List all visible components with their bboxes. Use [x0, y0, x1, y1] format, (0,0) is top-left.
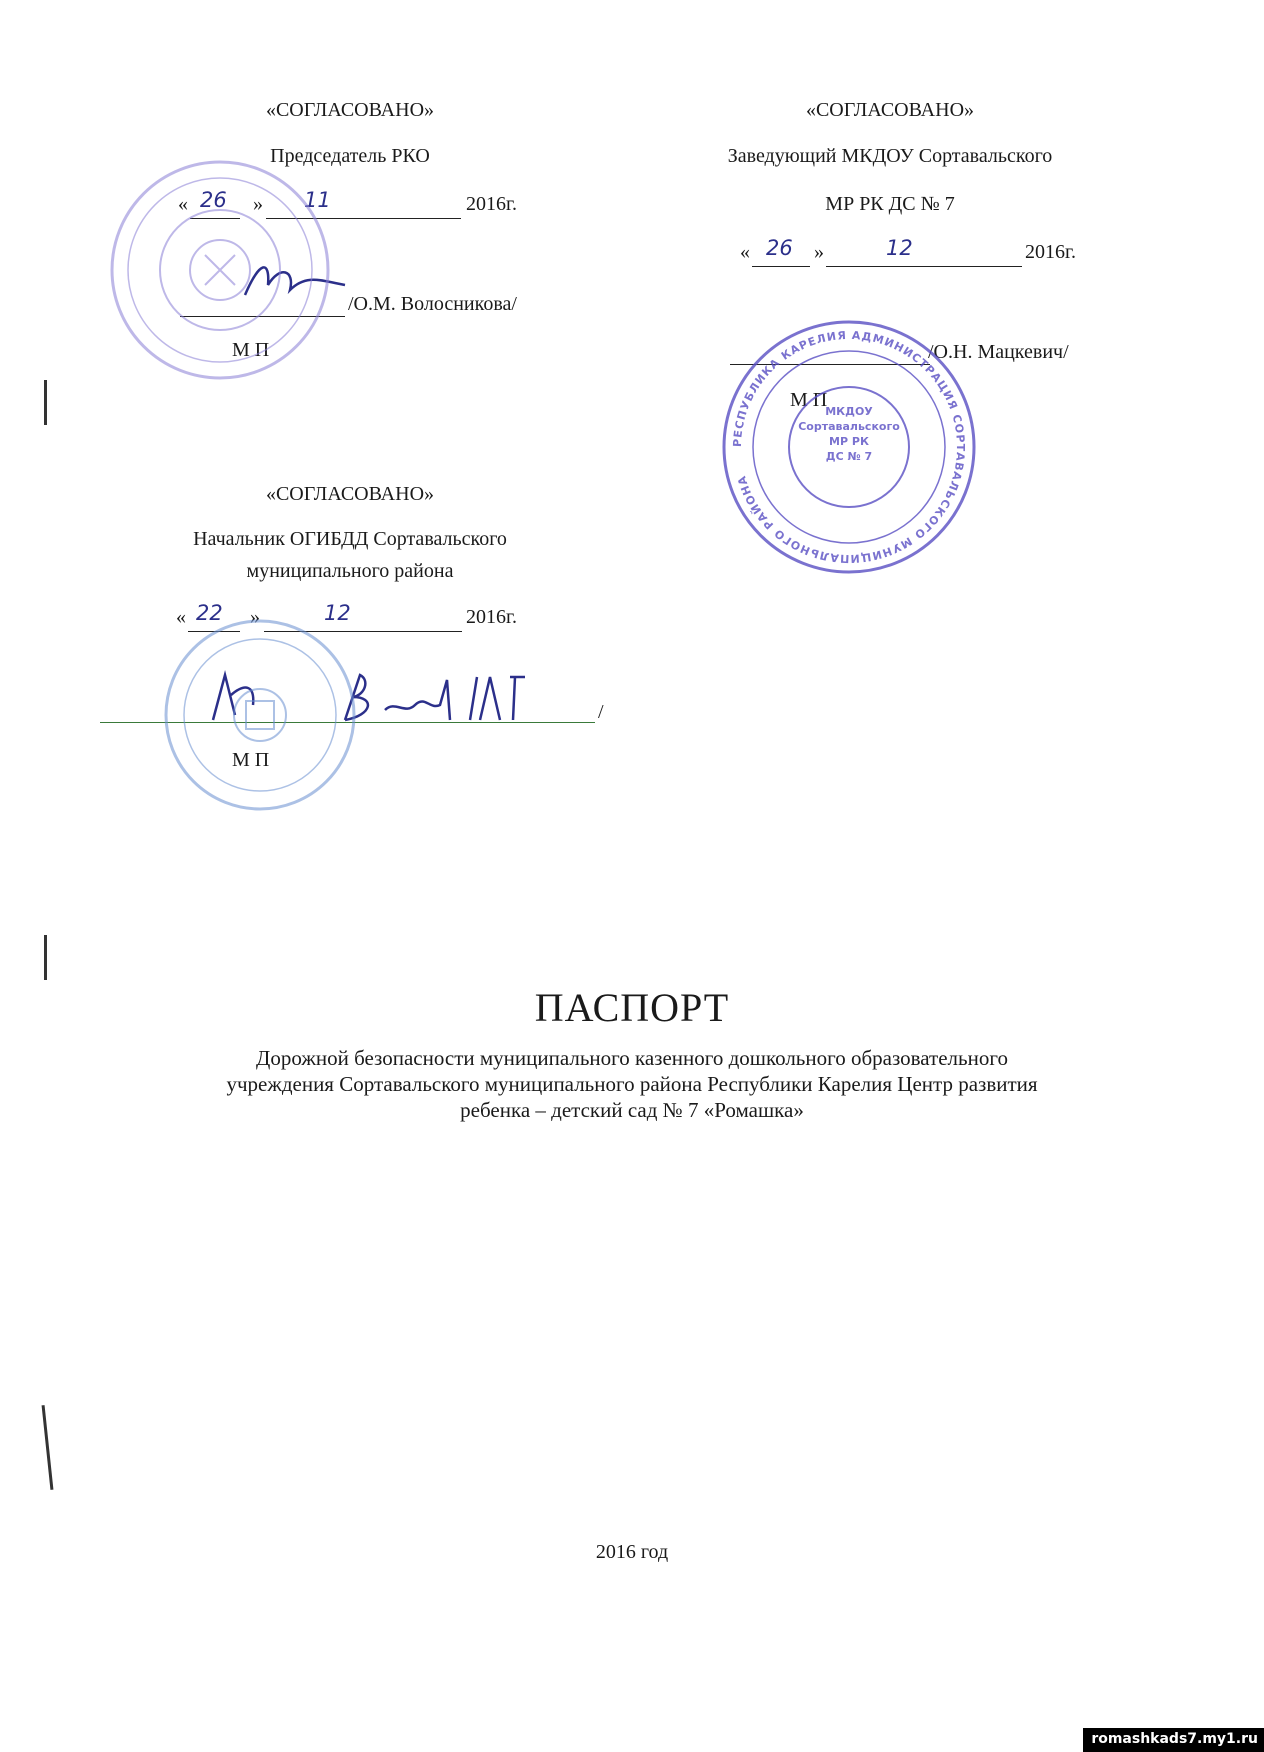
stamp-line: МКДОУ	[825, 405, 873, 418]
date-close-quote: »	[250, 606, 260, 628]
date-year: 2016г.	[466, 606, 517, 628]
date-month: 12	[886, 236, 913, 260]
document-year: 2016 год	[595, 1541, 669, 1563]
subtitle-line: ребенка – детский сад № 7 «Ромашка»	[460, 1098, 804, 1122]
police-round-stamp	[160, 615, 360, 815]
approval-role: Начальник ОГИБДД Сортавальского	[193, 528, 507, 550]
stamp-center-text	[789, 404, 909, 464]
subtitle-line: Дорожной безопасности муниципального казенного дошкольного образовательного	[256, 1046, 1008, 1070]
seal-label: М П	[232, 339, 270, 361]
date-open-quote: «	[178, 193, 188, 215]
signatory-slash: /	[598, 701, 604, 723]
approval-role: муниципального района	[246, 560, 454, 582]
date-close-quote: »	[814, 241, 824, 263]
approval-date-line	[740, 236, 1100, 268]
date-day-line	[752, 236, 810, 267]
ring-text: РЕСПУБЛИКА КАРЕЛИЯ АДМИНИСТРАЦИЯ СОРТАВАЛЬСКОГО МУНИЦИПАЛЬНОГО РАЙОНА	[730, 328, 968, 566]
stamp-line: Сортавальского	[798, 420, 900, 433]
approval-heading: «СОГЛАСОВАНО»	[265, 483, 435, 505]
date-open-quote: «	[176, 606, 186, 628]
date-year: 2016г.	[1025, 241, 1076, 263]
date-month: 12	[324, 601, 351, 625]
round-seal-stamp	[105, 155, 335, 385]
approval-heading: «СОГЛАСОВАНО»	[805, 99, 975, 121]
subtitle-line: учреждения Сортавальского муниципального района Республики Карелия Центр развития	[226, 1072, 1038, 1096]
signatory-name: /О.Н. Мацкевич/	[928, 341, 1069, 363]
signatory-name: /О.М. Волосникова/	[348, 293, 517, 315]
stamp-line: ДС № 7	[825, 450, 873, 463]
date-month-line	[826, 236, 1022, 267]
date-open-quote: «	[740, 241, 750, 263]
seal-label: М П	[232, 749, 270, 771]
scan-edge-mark	[44, 380, 47, 425]
seal-label: М П	[790, 389, 828, 411]
scan-edge-mark	[42, 1405, 54, 1490]
date-day: 22	[196, 601, 223, 625]
stamp-line: МР РК	[829, 435, 869, 448]
approval-role: Заведующий МКДОУ Сортавальского	[727, 145, 1053, 167]
document-title: ПАСПОРТ	[534, 985, 730, 1030]
date-close-quote: »	[253, 193, 263, 215]
site-watermark: romashkads7.my1.ru	[1083, 1728, 1264, 1752]
scan-edge-mark	[44, 935, 47, 980]
date-day: 26	[766, 236, 793, 260]
date-day: 26	[200, 188, 227, 212]
approval-role: Председатель РКО	[270, 145, 430, 167]
date-year: 2016г.	[466, 193, 517, 215]
document-subtitle	[90, 1045, 1174, 1123]
approval-role: МР РК ДС № 7	[825, 193, 955, 215]
approval-heading: «СОГЛАСОВАНО»	[265, 99, 435, 121]
date-month: 11	[304, 188, 331, 212]
organization-round-stamp	[720, 318, 978, 576]
